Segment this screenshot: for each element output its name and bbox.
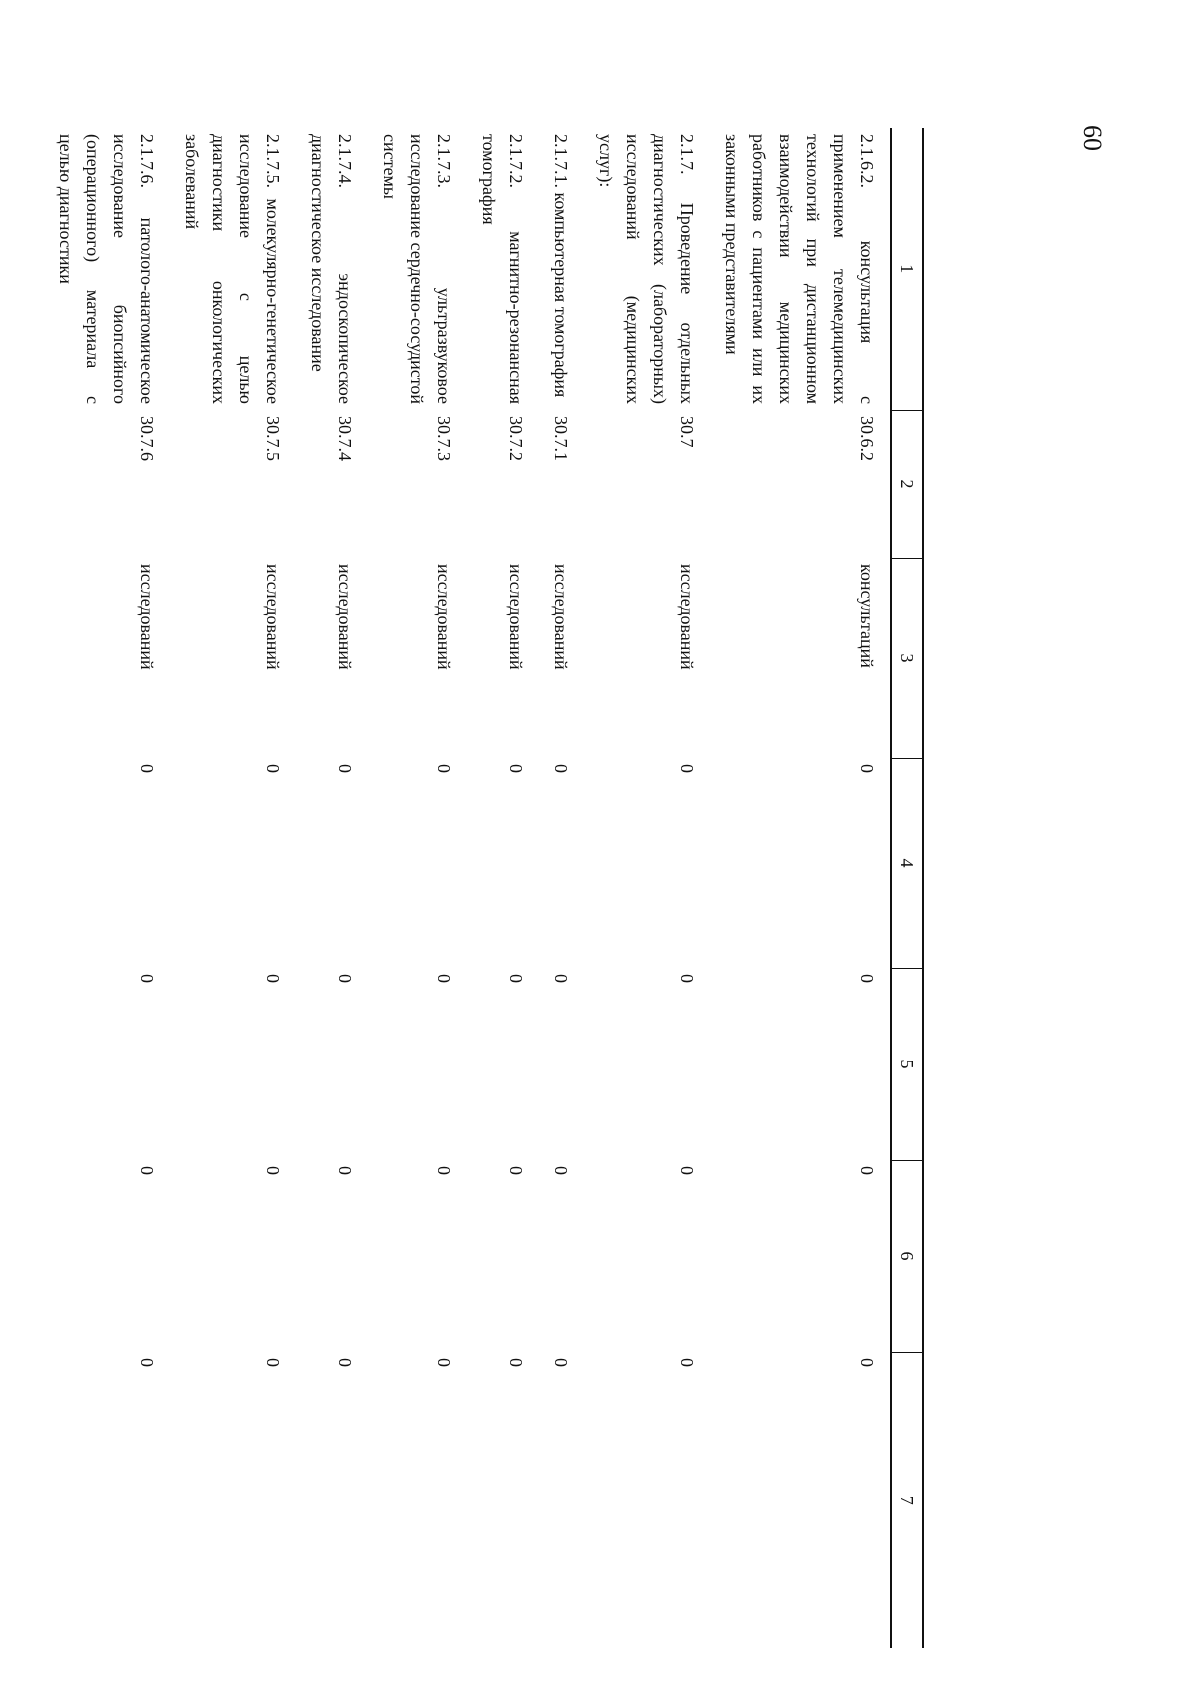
row-value-col6: 0 bbox=[551, 1166, 571, 1175]
row-value-col4: 0 bbox=[506, 764, 526, 773]
table-row bbox=[467, 128, 539, 1648]
row-code: 30.7.6 bbox=[137, 416, 157, 461]
row-value-col4: 0 bbox=[137, 764, 157, 773]
table-row bbox=[368, 128, 467, 1648]
column-header: 3 bbox=[891, 558, 923, 758]
column-header: 7 bbox=[891, 1352, 923, 1648]
row-unit: консультаций bbox=[857, 564, 877, 668]
row-name: 2.1.7.4. эндоскопическое диагностическое исследование bbox=[308, 134, 355, 404]
row-code: 30.7 bbox=[677, 416, 697, 448]
table-row bbox=[296, 128, 368, 1648]
row-name: 2.1.7.1. компьютерная томография bbox=[551, 134, 571, 398]
row-value-col7: 0 bbox=[434, 1358, 454, 1367]
row-code: 30.7.5 bbox=[263, 416, 283, 461]
row-code: 30.7.1 bbox=[551, 416, 571, 461]
data-table bbox=[52, 128, 924, 1648]
row-name: 2.1.7.2. магнитно-резонансная томография bbox=[479, 134, 526, 404]
row-value-col7: 0 bbox=[137, 1358, 157, 1367]
column-header: 4 bbox=[891, 758, 923, 968]
row-unit: исследований bbox=[263, 564, 283, 670]
row-value-col4: 0 bbox=[263, 764, 283, 773]
row-unit: исследований bbox=[137, 564, 157, 670]
row-value-col6: 0 bbox=[137, 1166, 157, 1175]
row-value-col7: 0 bbox=[677, 1358, 697, 1367]
row-value-col4: 0 bbox=[335, 764, 355, 773]
row-unit: исследований bbox=[677, 564, 697, 670]
column-header: 1 bbox=[891, 128, 923, 410]
column-header: 6 bbox=[891, 1160, 923, 1352]
column-header: 5 bbox=[891, 968, 923, 1160]
row-value-col6: 0 bbox=[857, 1166, 877, 1175]
row-name: 2.1.7.6. патолого-анатомическое исследование биопсийного (операционного) материала с целью диагностики bbox=[56, 134, 157, 404]
row-value-col5: 0 bbox=[857, 974, 877, 983]
row-unit: исследований bbox=[335, 564, 355, 670]
column-header: 2 bbox=[891, 410, 923, 558]
row-unit: исследований bbox=[434, 564, 454, 670]
row-value-col4: 0 bbox=[551, 764, 571, 773]
table-row bbox=[584, 128, 710, 1648]
row-value-col6: 0 bbox=[506, 1166, 526, 1175]
row-value-col4: 0 bbox=[857, 764, 877, 773]
row-name: 2.1.7.3. ультразвуковое исследование сердечно-сосудистой системы bbox=[380, 134, 454, 404]
row-value-col7: 0 bbox=[857, 1358, 877, 1367]
row-value-col5: 0 bbox=[551, 974, 571, 983]
row-value-col5: 0 bbox=[335, 974, 355, 983]
row-code: 30.6.2 bbox=[857, 416, 877, 461]
row-value-col7: 0 bbox=[335, 1358, 355, 1367]
row-value-col6: 0 bbox=[263, 1166, 283, 1175]
table-row bbox=[539, 128, 584, 1648]
table-row bbox=[710, 128, 891, 1648]
row-value-col5: 0 bbox=[434, 974, 454, 983]
row-value-col6: 0 bbox=[434, 1166, 454, 1175]
row-code: 30.7.2 bbox=[506, 416, 526, 461]
row-code: 30.7.4 bbox=[335, 416, 355, 461]
row-value-col7: 0 bbox=[506, 1358, 526, 1367]
row-value-col6: 0 bbox=[677, 1166, 697, 1175]
row-name: 2.1.7. Проведение отдельных диагностических (лабораторных) исследований (медицинских услуг): bbox=[596, 134, 697, 404]
row-value-col5: 0 bbox=[137, 974, 157, 983]
row-name: 2.1.7.5. молекулярно-генетическое исследование с целью диагностики онкологических заболеваний bbox=[182, 134, 283, 404]
page-number: 60 bbox=[1078, 125, 1107, 151]
row-code: 30.7.3 bbox=[434, 416, 454, 461]
row-value-col4: 0 bbox=[677, 764, 697, 773]
row-value-col7: 0 bbox=[263, 1358, 283, 1367]
row-value-col4: 0 bbox=[434, 764, 454, 773]
table-row bbox=[170, 128, 296, 1648]
row-unit: исследований bbox=[551, 564, 571, 670]
row-value-col5: 0 bbox=[506, 974, 526, 983]
row-value-col5: 0 bbox=[677, 974, 697, 983]
row-value-col5: 0 bbox=[263, 974, 283, 983]
row-name: 2.1.6.2. консультация с применением телемедицинских технологий при дистанционном взаимодействии медицинских работников с пациентами или их законными представителями bbox=[722, 134, 877, 404]
row-unit: исследований bbox=[506, 564, 526, 670]
header-row bbox=[891, 128, 923, 1648]
row-value-col6: 0 bbox=[335, 1166, 355, 1175]
rotated-table-container bbox=[56, 128, 924, 1648]
row-value-col7: 0 bbox=[551, 1358, 571, 1367]
table-row bbox=[52, 128, 170, 1648]
